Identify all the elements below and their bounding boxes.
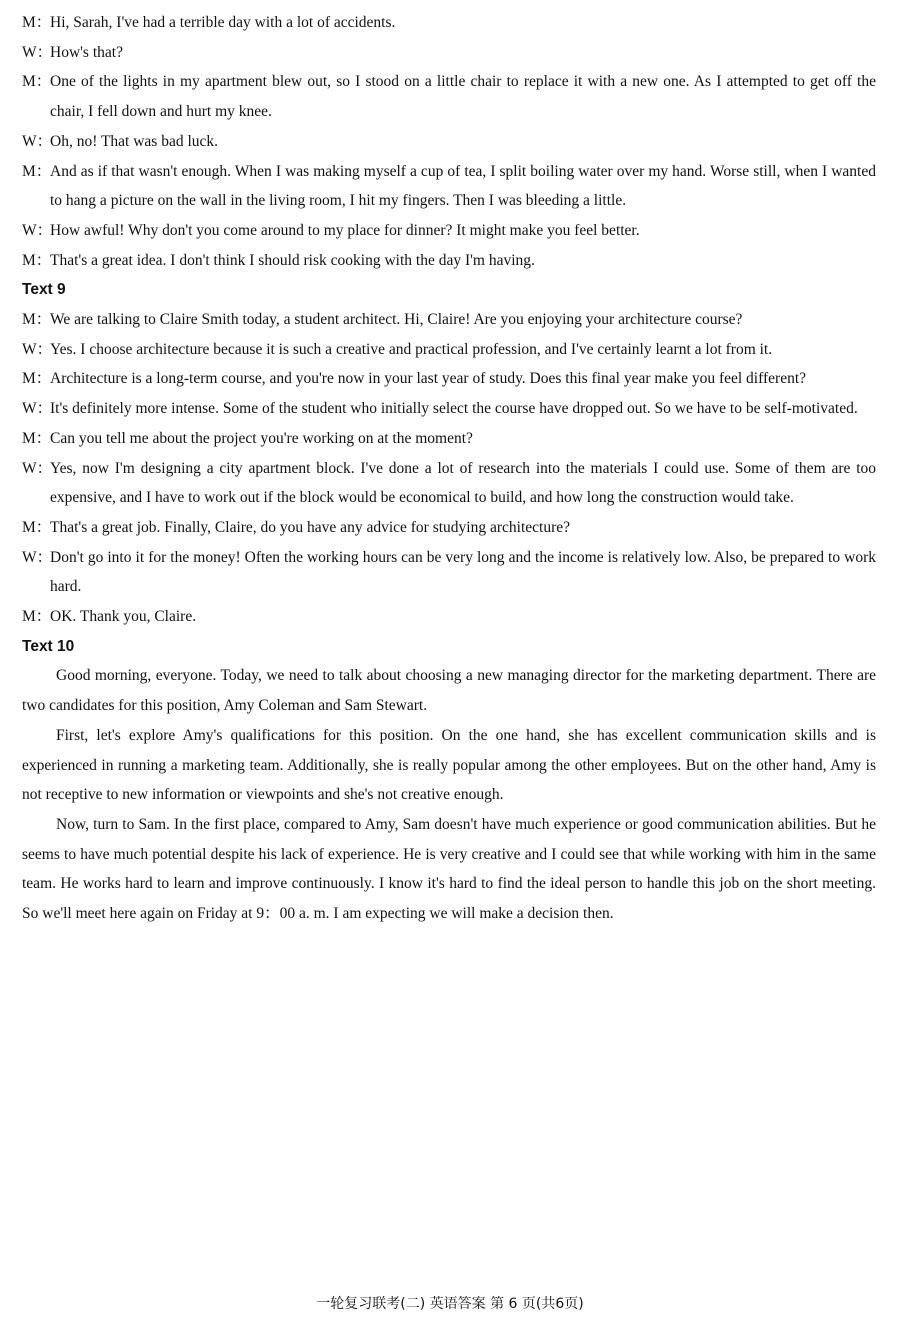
dialogue-top	[22, 8, 876, 275]
dialogue-line	[22, 513, 876, 543]
section-heading: Text 9	[22, 281, 66, 299]
speaker-label: W：	[22, 548, 53, 566]
answer-page	[22, 8, 876, 929]
utterance: We are talking to Claire Smith today, a student architect. Hi, Claire! Are you enjoying your architecture course?	[50, 311, 743, 329]
utterance: That's a great idea. I don't think I should risk cooking with the day I'm having.	[50, 251, 535, 269]
dialogue-line	[22, 157, 876, 216]
speaker-label: M：	[22, 162, 52, 180]
speaker-label: M：	[22, 311, 52, 329]
utterance: Can you tell me about the project you're working on at the moment?	[50, 429, 473, 447]
dialogue-line	[22, 424, 876, 454]
utterance: How's that?	[50, 43, 123, 61]
speaker-label: W：	[22, 43, 53, 61]
paragraph: Good morning, everyone. Today, we need to talk about choosing a new managing director for the marketing department. There are two candidates for this position, Amy Coleman and Sam Stewart.	[22, 667, 876, 715]
utterance: And as if that wasn't enough. When I was making myself a cup of tea, I split boiling water over my hand. Worse still, when I wanted to hang a picture on the wall in the living room, I hit my fingers. Then I was bleeding a little.	[50, 162, 876, 210]
text10-section	[22, 632, 876, 929]
dialogue-line	[22, 127, 876, 157]
text9-section	[22, 275, 876, 631]
dialogue-line	[22, 305, 876, 335]
speaker-label: W：	[22, 132, 53, 150]
speaker-label: M：	[22, 14, 52, 31]
speaker-label: M：	[22, 429, 52, 447]
dialogue-line	[22, 364, 876, 394]
speaker-label: M：	[22, 608, 52, 626]
utterance: How awful! Why don't you come around to my place for dinner? It might make you feel better.	[50, 221, 640, 239]
page-footer: 一轮复习联考(二) 英语答案 第 6 页(共6页)	[316, 1296, 584, 1312]
dialogue-line	[22, 602, 876, 632]
dialogue-line	[22, 38, 876, 68]
utterance: OK. Thank you, Claire.	[50, 608, 197, 626]
dialogue-line	[22, 543, 876, 602]
speaker-label: M：	[22, 73, 52, 91]
utterance: Architecture is a long-term course, and you're now in your last year of study. Does this final year make you feel different?	[50, 370, 807, 388]
dialogue-line	[22, 216, 876, 246]
speaker-label: W：	[22, 340, 53, 358]
dialogue-line	[22, 67, 876, 126]
utterance: One of the lights in my apartment blew out, so I stood on a little chair to replace it with a new one. As I attempted to get off the chair, I fell down and hurt my knee.	[50, 73, 876, 121]
utterance: That's a great job. Finally, Claire, do you have any advice for studying architecture?	[50, 518, 570, 536]
dialogue-line	[22, 394, 876, 424]
dialogue-line	[22, 8, 876, 38]
utterance: It's definitely more intense. Some of the student who initially select the course have dropped out. So we have to be self-motivated.	[50, 400, 858, 418]
paragraph: First, let's explore Amy's qualifications for this position. On the one hand, she has excellent communication skills and is experienced in running a marketing team. Additionally, she is really popular among the other employees. But on the other hand, Amy is not receptive to new information or viewpoints and she's not creative enough.	[22, 726, 876, 804]
utterance: Don't go into it for the money! Often the working hours can be very long and the income is relatively low. Also, be prepared to work hard.	[50, 548, 876, 596]
speaker-label: W：	[22, 221, 53, 239]
utterance: Yes, now I'm designing a city apartment block. I've done a lot of research into the materials I could use. Some of them are too expensive, and I have to work out if the block would be economical to build, and how long the construction would take.	[50, 459, 876, 507]
dialogue-line	[22, 246, 876, 276]
dialogue-line	[22, 335, 876, 365]
utterance: Yes. I choose architecture because it is such a creative and practical profession, and I've certainly learnt a lot from it.	[50, 340, 773, 358]
speaker-label: W：	[22, 459, 53, 477]
section-heading: Text 10	[22, 637, 75, 655]
paragraph: Now, turn to Sam. In the first place, compared to Amy, Sam doesn't have much experience or good communication abilities. But he seems to have much potential despite his lack of experience. He is very creative and I could see that while working with him in the same team. He works hard to learn and improve continuously. I know it's hard to find the ideal person to handle this job on the short meeting. So we'll meet here again on Friday at 9：00 a. m. I am expecting we will make a decision then.	[22, 815, 876, 923]
speaker-label: M：	[22, 518, 52, 536]
speaker-label: W：	[22, 400, 53, 418]
speaker-label: M：	[22, 370, 52, 388]
speaker-label: M：	[22, 251, 52, 269]
utterance: Oh, no! That was bad luck.	[50, 132, 219, 150]
dialogue-line	[22, 454, 876, 513]
utterance: Hi, Sarah, I've had a terrible day with a lot of accidents.	[50, 14, 396, 31]
